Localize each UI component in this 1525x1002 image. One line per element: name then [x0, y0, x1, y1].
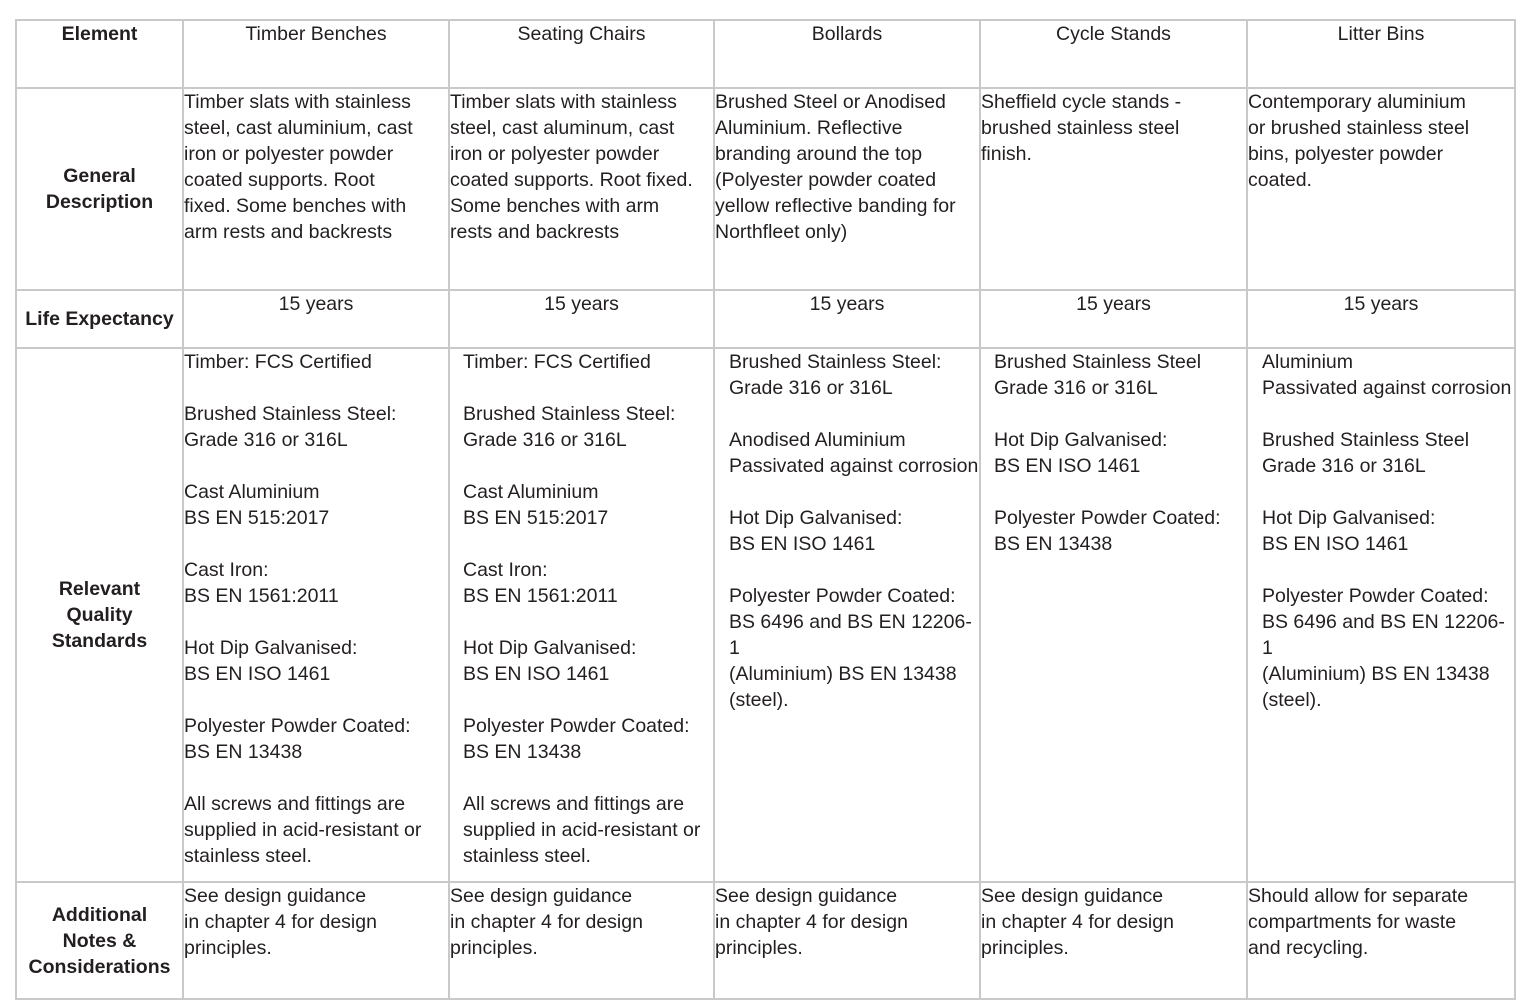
header-litter-bins: Litter Bins	[1247, 20, 1515, 88]
row-label-general-description: General Description	[16, 88, 183, 290]
standard-item: Brushed Stainless Steel: Grade 316 or 316L	[184, 403, 397, 451]
life-seating-chairs: 15 years	[449, 290, 714, 348]
standards-seating-chairs	[449, 348, 714, 882]
notes-cycle-stands: See design guidance in chapter 4 for design principles.	[980, 882, 1247, 999]
standard-item: Brushed Stainless Steel: Grade 316 or 316L	[463, 403, 676, 451]
additional-notes-row	[16, 882, 1515, 999]
notes-timber-benches: See design guidance in chapter 4 for design principles.	[183, 882, 449, 999]
standard-item: Polyester Powder Coated: BS EN 13438	[994, 507, 1221, 555]
description-timber-benches: Timber slats with stainless steel, cast aluminium, cast iron or polyester powder coated supports. Root fixed. Some benches with arm rests and backrests	[183, 88, 449, 290]
header-timber-benches: Timber Benches	[183, 20, 449, 88]
header-row	[16, 20, 1515, 88]
standard-item: Polyester Powder Coated: BS 6496 and BS EN 12206-1 (Aluminium) BS EN 13438 (steel).	[729, 585, 972, 711]
standard-item: Timber: FCS Certified	[184, 351, 372, 373]
header-element: Element	[16, 20, 183, 88]
standard-item: Brushed Stainless Steel: Grade 316 or 316L	[729, 351, 942, 399]
notes-bollards: See design guidance in chapter 4 for design principles.	[714, 882, 980, 999]
row-label-additional-notes: Additional Notes & Considerations	[16, 882, 183, 999]
standard-item: Anodised Aluminium Passivated against corrosion	[729, 429, 979, 477]
standard-item: Hot Dip Galvanised: BS EN ISO 1461	[729, 507, 903, 555]
standard-item: Polyester Powder Coated: BS 6496 and BS EN 12206-1 (Aluminium) BS EN 13438 (steel).	[1262, 585, 1505, 711]
header-seating-chairs: Seating Chairs	[449, 20, 714, 88]
standard-item: All screws and fittings are supplied in acid-resistant or stainless steel.	[463, 793, 701, 867]
standard-item: Hot Dip Galvanised: BS EN ISO 1461	[184, 637, 358, 685]
standards-cycle-stands	[980, 348, 1247, 882]
standard-item: All screws and fittings are supplied in acid-resistant or stainless steel.	[184, 793, 422, 867]
life-litter-bins: 15 years	[1247, 290, 1515, 348]
life-cycle-stands: 15 years	[980, 290, 1247, 348]
standards-bollards	[714, 348, 980, 882]
row-label-life-expectancy: Life Expectancy	[16, 290, 183, 348]
standards-litter-bins	[1247, 348, 1515, 882]
standard-item: Hot Dip Galvanised: BS EN ISO 1461	[994, 429, 1168, 477]
standard-item: Cast Iron: BS EN 1561:2011	[184, 559, 339, 607]
standard-item: Aluminium Passivated against corrosion	[1262, 351, 1512, 399]
standard-item: Timber: FCS Certified	[463, 351, 651, 373]
header-cycle-stands: Cycle Stands	[980, 20, 1247, 88]
description-cycle-stands: Sheffield cycle stands - brushed stainless steel finish.	[980, 88, 1247, 290]
standard-item: Brushed Stainless Steel Grade 316 or 316L	[1262, 429, 1470, 477]
general-description-row	[16, 88, 1515, 290]
row-label-quality-standards: Relevant Quality Standards	[16, 348, 183, 882]
standard-item: Brushed Stainless Steel Grade 316 or 316L	[994, 351, 1202, 399]
description-litter-bins: Contemporary aluminium or brushed stainless steel bins, polyester powder coated.	[1247, 88, 1515, 290]
standard-item: Cast Aluminium BS EN 515:2017	[463, 481, 609, 529]
quality-standards-row	[16, 348, 1515, 882]
standard-item: Cast Aluminium BS EN 515:2017	[184, 481, 330, 529]
life-timber-benches: 15 years	[183, 290, 449, 348]
standard-item: Hot Dip Galvanised: BS EN ISO 1461	[463, 637, 637, 685]
standard-item: Hot Dip Galvanised: BS EN ISO 1461	[1262, 507, 1436, 555]
notes-litter-bins: Should allow for separate compartments for waste and recycling.	[1247, 882, 1515, 999]
street-furniture-spec-table	[15, 19, 1516, 1000]
header-bollards: Bollards	[714, 20, 980, 88]
standard-item: Polyester Powder Coated: BS EN 13438	[184, 715, 411, 763]
standard-item: Polyester Powder Coated: BS EN 13438	[463, 715, 690, 763]
notes-seating-chairs: See design guidance in chapter 4 for design principles.	[449, 882, 714, 999]
life-expectancy-row	[16, 290, 1515, 348]
description-seating-chairs: Timber slats with stainless steel, cast aluminum, cast iron or polyester powder coated supports. Root fixed. Some benches with arm rests and backrests	[449, 88, 714, 290]
standard-item: Cast Iron: BS EN 1561:2011	[463, 559, 618, 607]
life-bollards: 15 years	[714, 290, 980, 348]
standards-timber-benches	[183, 348, 449, 882]
description-bollards: Brushed Steel or Anodised Aluminium. Reflective branding around the top (Polyester powder coated yellow reflective banding for Northfleet only)	[714, 88, 980, 290]
